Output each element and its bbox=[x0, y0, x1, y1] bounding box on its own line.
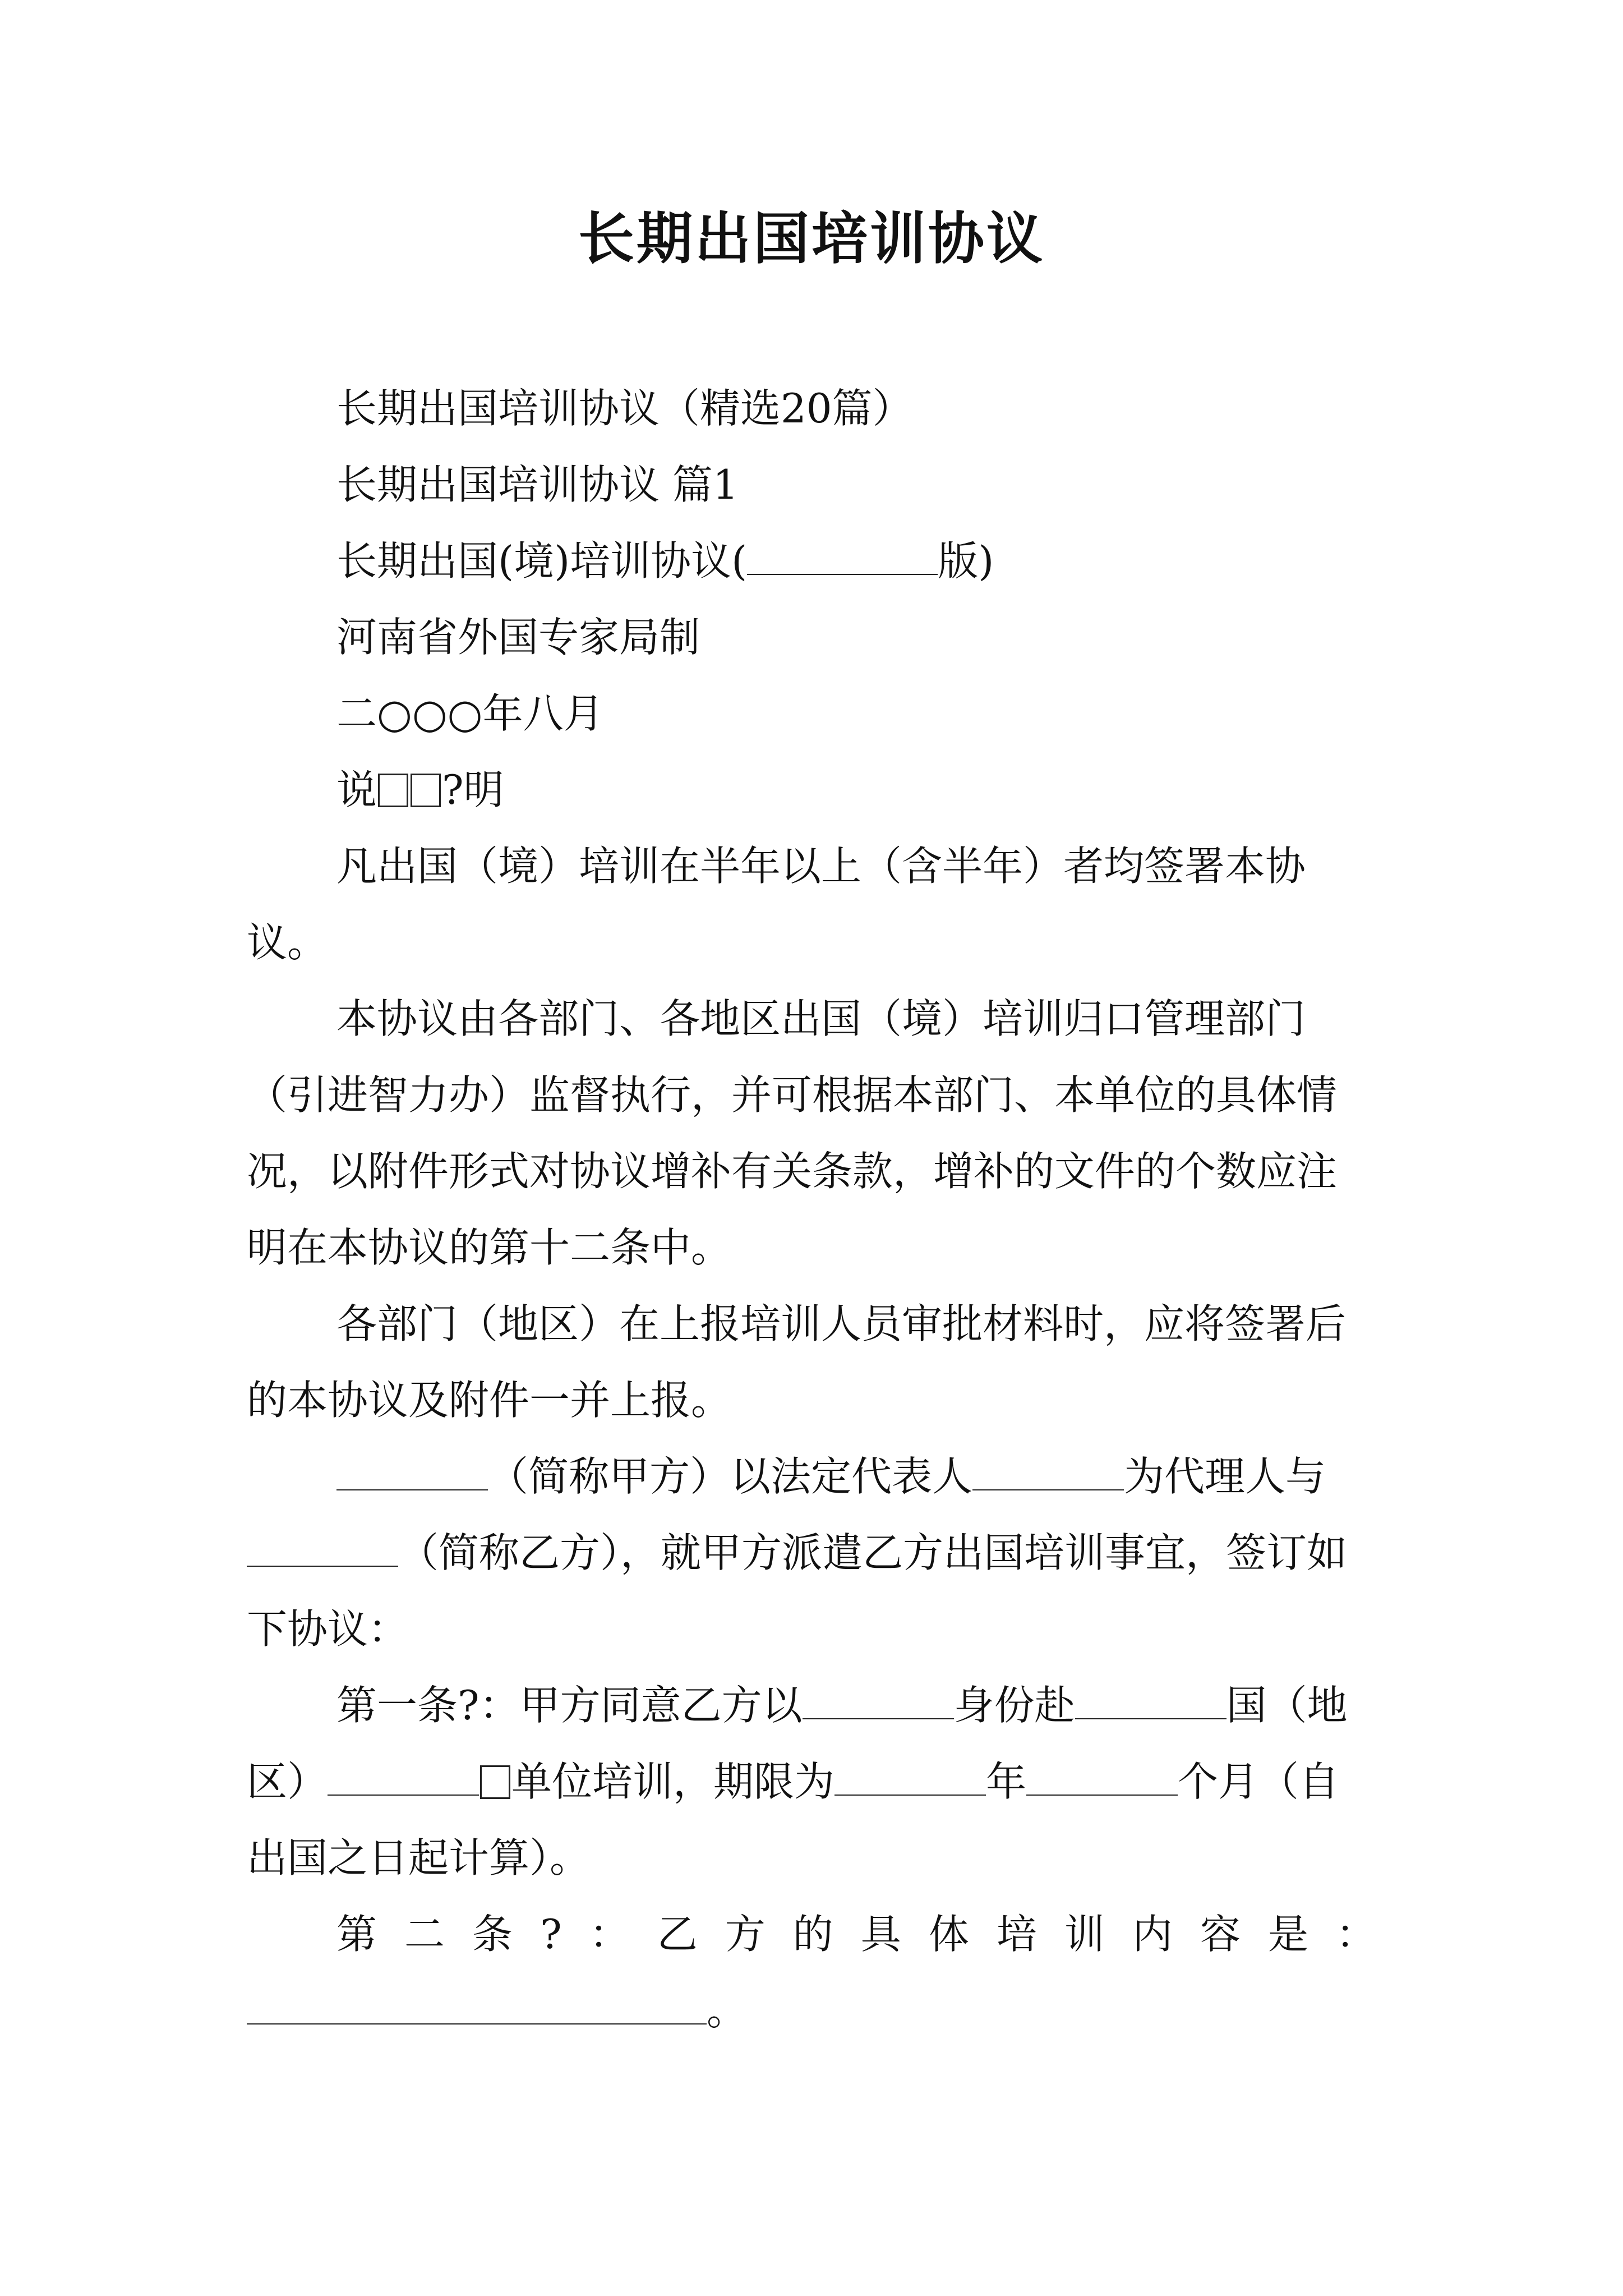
parties-text-a: （简称甲方）以法定代表人 bbox=[488, 1453, 973, 1500]
blank-country bbox=[1075, 1685, 1227, 1719]
blank-party-b bbox=[247, 1532, 398, 1567]
document-title: 长期出国培训协议 bbox=[578, 205, 1045, 272]
article-1 bbox=[247, 1667, 1376, 1896]
paragraph-submission: 各部门（地区）在上报培训人员审批材料时，应将签署后的本协议及附件一并上报。 bbox=[247, 1300, 1347, 1424]
blank-months bbox=[1026, 1761, 1178, 1796]
missing-glyph-box bbox=[411, 774, 441, 807]
line-issuer: 河南省外国专家局制 bbox=[336, 614, 700, 661]
paragraph-parties bbox=[247, 1438, 1376, 1667]
parties-text-c: （简称乙方），就甲方派遣乙方出国培训事宜，签订如下协议： bbox=[247, 1529, 1348, 1653]
version-prefix: 长期出国(境)培训协议( bbox=[336, 537, 748, 585]
blank-training-content bbox=[247, 1990, 707, 2024]
article-1-text-e: 年 bbox=[986, 1758, 1027, 1805]
article-1-text-d: 单位培训，期限为 bbox=[511, 1758, 835, 1805]
parties-text-b: 为代理人与 bbox=[1124, 1453, 1326, 1500]
article-2-end: 。 bbox=[707, 1987, 748, 2034]
missing-glyph-box bbox=[480, 1765, 510, 1799]
missing-glyph-box bbox=[378, 774, 408, 807]
article-1-text-c: 国（地区） bbox=[247, 1682, 1348, 1805]
paragraph-scope: 凡出国（境）培训在半年以上（含半年）者均签署本协议。 bbox=[247, 843, 1306, 966]
article-2-line: 第二条?：乙方的具体培训内容是： bbox=[336, 1911, 1376, 1958]
article-1-text-a: 第一条?：甲方同意乙方以 bbox=[336, 1682, 803, 1729]
blank-version bbox=[747, 540, 938, 575]
notes-heading-end: ?明 bbox=[442, 766, 504, 813]
article-1-text-f: 个月（自出国之日起计算）。 bbox=[247, 1758, 1340, 1881]
line-date: 二○○○年八月 bbox=[336, 690, 604, 737]
paragraph-supervision: 本协议由各部门、各地区出国（境）培训归口管理部门（引进智力办）监督执行，并可根据本部门、本单位的具体情况，以附件形式对协议增补有关条款，增补的文件的个数应注明在本协议的第十二条中。 bbox=[247, 995, 1338, 1271]
blank-party-a bbox=[336, 1456, 488, 1490]
blank-years bbox=[834, 1761, 986, 1796]
blank-identity bbox=[803, 1685, 954, 1719]
blank-unit bbox=[328, 1761, 479, 1796]
version-suffix: 版) bbox=[938, 537, 994, 585]
article-1-text-b: 身份赴 bbox=[953, 1682, 1075, 1729]
notes-heading-start: 说 bbox=[336, 766, 377, 813]
article-2-blank-line bbox=[247, 1972, 1376, 2049]
line-version bbox=[247, 523, 1376, 599]
blank-representative bbox=[972, 1456, 1124, 1490]
line-chapter-title: 长期出国培训协议 篇1 bbox=[336, 461, 739, 508]
line-selection-title: 长期出国培训协议（精选20篇） bbox=[336, 385, 913, 432]
line-notes-heading bbox=[247, 752, 1376, 828]
document-body bbox=[247, 370, 1376, 2049]
